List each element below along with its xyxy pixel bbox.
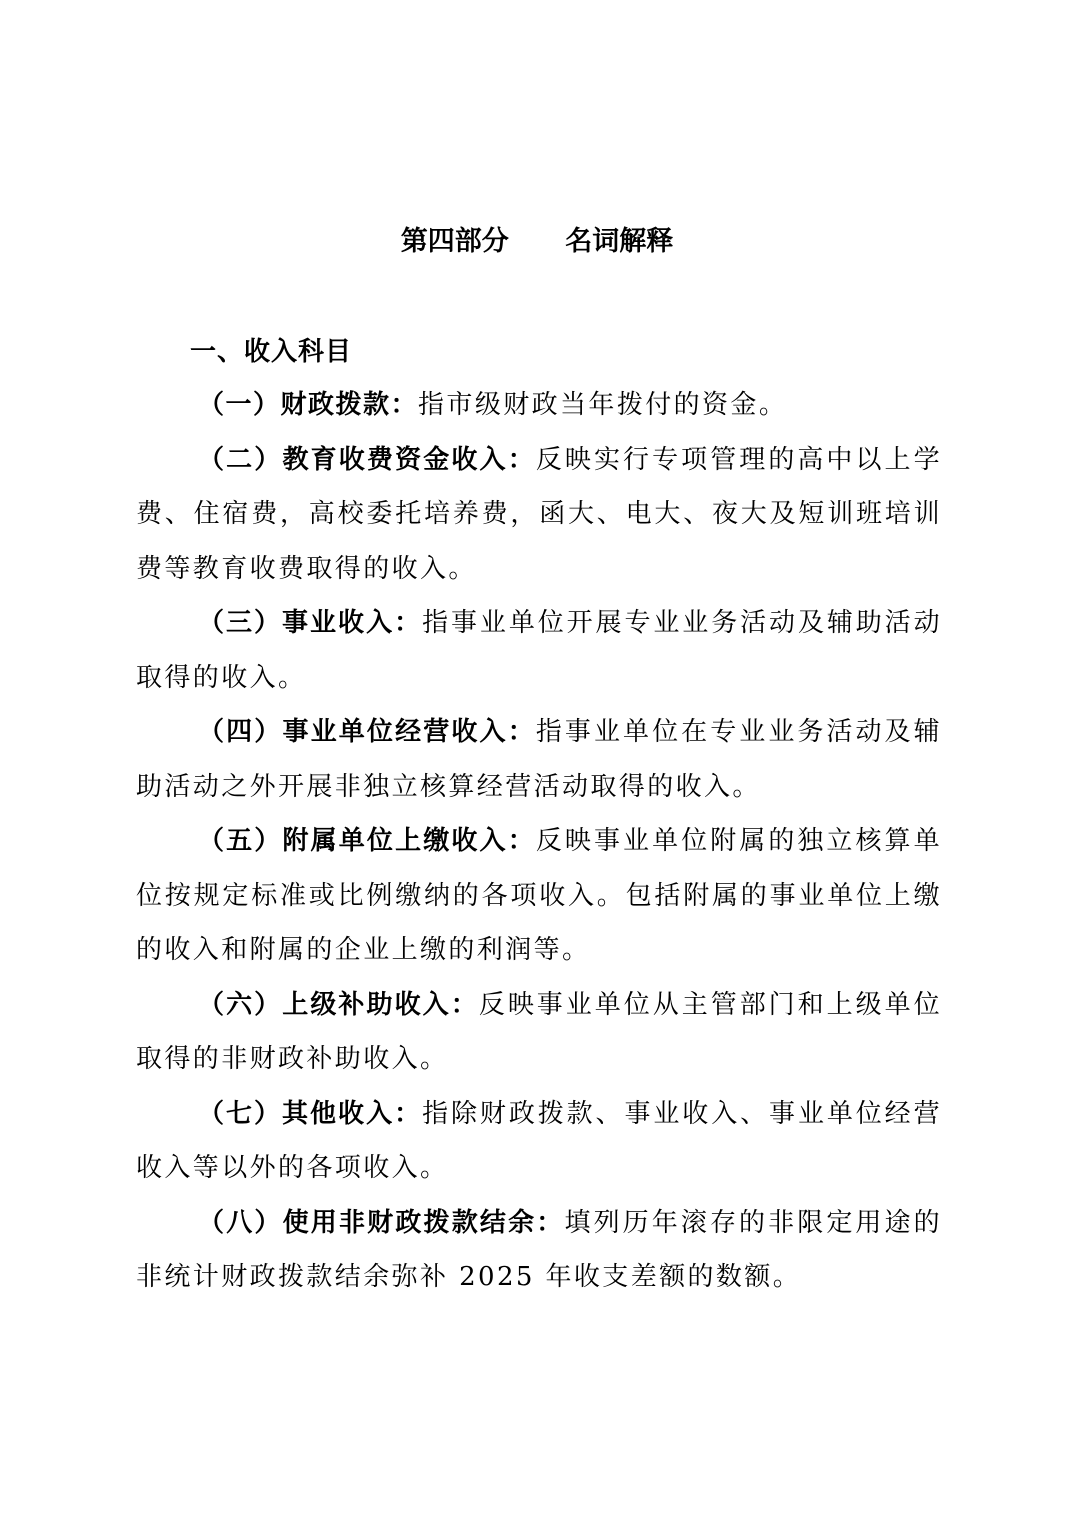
term-definition: 填列历年滚存的非限定用途的非统计财政拨款结余弥补 2025 年收支差额的数额。 — [136, 1207, 942, 1292]
page-title: 第四部分 名词解释 — [400, 226, 674, 257]
term-definition: 反映事业单位附属的独立核算单位按规定标准或比例缴纳的各项收入。包括附属的事业单位上缴的收入和附属的企业上缴的利润等。 — [136, 826, 942, 965]
term-definition: 反映事业单位从主管部门和上级单位取得的非财政补助收入。 — [136, 989, 942, 1074]
term-label: （二）教育收费资金收入： — [198, 444, 536, 475]
term-item-8 — [136, 1196, 942, 1305]
section-heading: 一、收入科目 — [190, 337, 353, 367]
term-item-1 — [136, 378, 942, 433]
term-label: （三）事业收入： — [198, 608, 423, 638]
term-label: （五）附属单位上缴收入： — [198, 826, 536, 856]
term-item-7 — [136, 1087, 942, 1196]
term-item-6 — [136, 978, 942, 1087]
term-label: （四）事业单位经营收入： — [198, 717, 536, 747]
term-item-4 — [136, 705, 942, 814]
term-label: （七）其他收入： — [198, 1098, 423, 1129]
term-label: （一）财政拨款： — [198, 390, 419, 420]
term-definition: 指事业单位在专业业务活动及辅助活动之外开展非独立核算经营活动取得的收入。 — [136, 717, 942, 802]
term-label: （八）使用非财政拨款结余： — [198, 1207, 565, 1238]
term-list — [136, 378, 942, 1305]
term-definition: 指除财政拨款、事业收入、事业单位经营收入等以外的各项收入。 — [136, 1098, 942, 1183]
term-label: （六）上级补助收入： — [198, 989, 479, 1020]
term-item-3 — [136, 596, 942, 705]
term-definition: 指市级财政当年拨付的资金。 — [418, 390, 788, 420]
term-definition: 反映实行专项管理的高中以上学费、住宿费，高校委托培养费，函大、电大、夜大及短训班培训费等教育收费取得的收入。 — [136, 444, 942, 584]
term-definition: 指事业单位开展专业业务活动及辅助活动取得的收入。 — [136, 608, 942, 693]
term-item-2 — [136, 433, 942, 597]
term-item-5 — [136, 814, 942, 978]
